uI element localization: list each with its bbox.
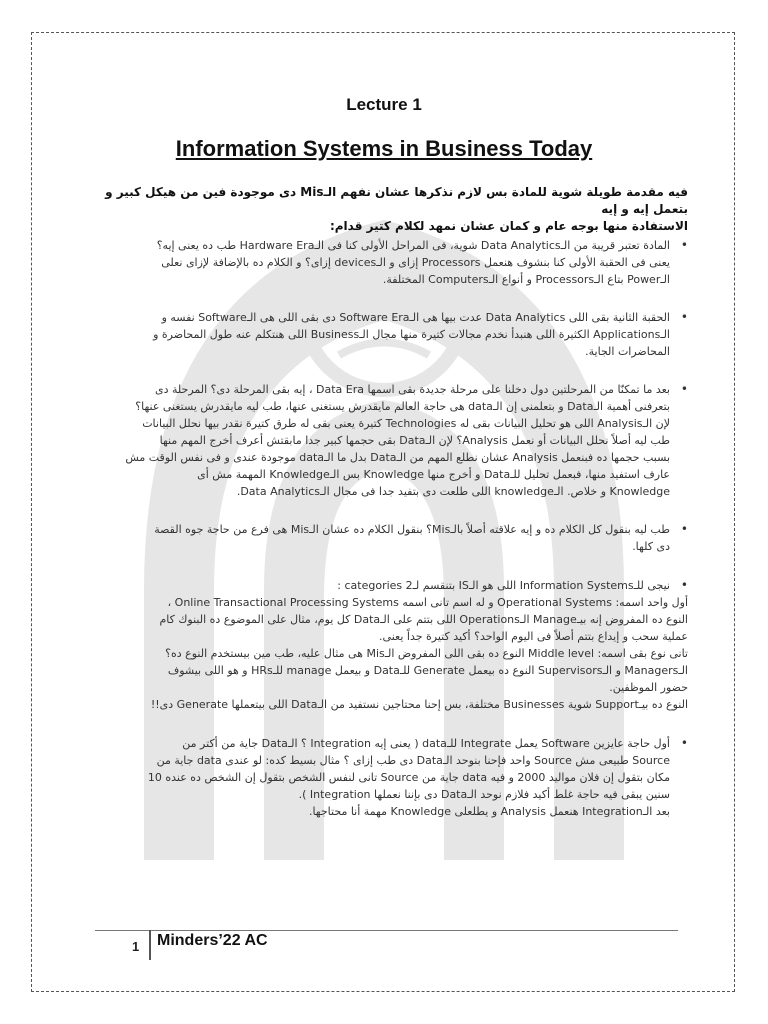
page-title: Information Systems in Business Today (175, 136, 593, 161)
intro-line: الاستفادة منها بوجه عام و كمان عشان نمهد لكلام كتير قدام: (329, 219, 688, 233)
text-line: عملية سحب و إيداع بتتم أصلاً فى اليوم الواحد؟ أكيد كتيرة جداً يعنى. (379, 630, 688, 643)
list-item (95, 237, 688, 288)
text-line: يعنى فى الحقبة الأولى كنا بنشوف هنعمل Processors إزاى و الـdevices إزاى؟ و الكلام ده بالإضافة لإزاى نعلى (161, 256, 670, 269)
text-line: الـManagers و الـSupervisors النوع ده بيعمل Generate للـData و بيعمل manage للـHRs و هو اللى بيشوف (167, 664, 688, 677)
footer-rule (95, 930, 678, 931)
text-line: دى كلها. (632, 540, 670, 553)
text-line: أول حاجة عايزين Software يعمل Integrate للـdata ( يعنى إيه Integration ؟ الـData جاية من أكتر من (182, 737, 670, 750)
bullet-dot-icon: • (680, 736, 688, 750)
text-line: لإن الـAnalysis اللى هو تحليل البيانات بقى له Technologies كتيرة يعنى بقى له طرق كتيرة نقدر بيها نحلل البيانات (142, 417, 670, 430)
text-line: النوع ده بيـSupport شوية Businesses مختلفة، بس إحنا محتاجين نستفيد من الـData اللى بيتعملها Generate دى!! (150, 698, 688, 711)
text-line: بتعرفنى أهمية الـData و بتعلمنى إن الـdata هى حاجة العالم مايقدرش يستغنى عنها، طب ليه مايقدرش يستغنى عنها؟ (135, 400, 670, 413)
list-item (95, 577, 688, 713)
text-line: حضور الموظفين. (609, 681, 688, 694)
text-line: طب ليه أصلاً نحلل البيانات أو نعمل Analysis؟ لإن الـData بقى حجمها كبير جدا مابقتش أعرف أخرج المهم منها (159, 434, 670, 447)
intro-line: فيه مقدمة طويلة شوية للمادة بس لازم نذكرها عشان نفهم الـMis دى موجودة فين من هيكل كبير و بتعمل إيه و إيه (105, 185, 688, 216)
text-line: مكان بتقول إن فلان مواليد 2000 و فيه data جاية من Source تانى لنفس الشخص بتقول إن الشخص ده عنده 10 (147, 771, 670, 784)
intro-paragraph (100, 184, 688, 235)
bullet-list (95, 237, 688, 820)
text-line: طب ليه بنقول كل الكلام ده و إيه علاقته أصلاً بالـMis؟ بنقول الكلام ده عشان الـMis هى فرع من حاجة جوه القصة (154, 523, 670, 536)
text-line: النوع ده المفروض إنه بيـManage الـOperations اللى بتتم على الـData كل يوم، مثال على الموضوع ده البنوك كام (159, 613, 688, 626)
text-line: Knowledge و خلاص. الـknowledge اللى طلعت دى بتفيد جدا فى مجال الـData Analytics. (236, 485, 670, 498)
text-line: المحاضرات الجاية. (585, 345, 670, 358)
footer-title: Minders’22 AC (157, 932, 268, 949)
footer-divider (149, 930, 151, 960)
bullet-dot-icon: • (680, 522, 688, 536)
list-item (95, 309, 688, 360)
list-item (95, 735, 688, 820)
text-line: بسبب حجمها ده فبنعمل Analysis عشان نطلع المهم من الـData بدل ما الـdata موجودة عندى و فى نفس الوقت مش (125, 451, 670, 464)
text-line: تانى نوع بقى اسمه: Middle level النوع ده بقى اللى المفروض الـMis هى مثال عليه، طب مين بيستخدم النوع ده؟ (165, 647, 688, 660)
bullet-dot-icon: • (680, 238, 688, 252)
text-line: بعد الـIntegration هنعمل Analysis و يطلعلى Knowledge مهمة أنا محتاجها. (308, 805, 670, 818)
bullet-dot-icon: • (680, 578, 688, 592)
text-line: سنين يبقى فيه حاجة غلط أكيد فلازم نوحد الـData دى بإننا نعملها Integration ). (298, 788, 670, 801)
text-line: بعد ما تمكنّا من المرحلتين دول دخلنا على مرحلة جديدة بقى اسمها Data Era ، إيه بقى المرحلة دى؟ المرحلة دى (154, 383, 670, 396)
text-line: الـPower بتاع الـProcessors و أنواع الـComputers المختلفة. (382, 273, 670, 286)
page-number: 1 (132, 939, 140, 954)
list-item (95, 521, 688, 555)
text-line: Source طبيعى مش Source واحد فإحنا بنوحد الـData دى طب إزاى ؟ مثال بسيط كده: لو عندى data جاية من (156, 754, 670, 767)
text-line: الـApplications الكثيرة اللى هنبدأ نخدم مجالات كتيرة منها مجال الـBusiness اللى هنتكلم عنه طول المحاضرة و (153, 328, 670, 341)
lecture-label: Lecture 1 (346, 95, 422, 114)
list-item (95, 381, 688, 500)
text-line: نيجى للـInformation Systems اللى هو الـIS بتنقسم لـ2 categories : (337, 579, 670, 592)
bullet-dot-icon: • (680, 310, 688, 324)
bullet-dot-icon: • (680, 382, 688, 396)
text-line: أول واحد اسمه: Operational Systems و له اسم تانى اسمه Online Transactional Processing Systems ، (167, 596, 688, 609)
text-line: عارف استفيد منها، فبعمل تحليل للـData و أخرج منها Knowledge بس الـKnowledge المهمة مش أى (197, 468, 670, 481)
text-line: المادة تعتبر قريبة من الـData Analytics شوية، فى المراحل الأولى كنا فى الـHardware Era طب ده يعنى إيه؟ (156, 239, 670, 252)
text-line: الحقبة الثانية بقى اللى Data Analytics عدت بيها هى الـSoftware Era دى بقى اللى هى الـSoftware نفسه و (161, 311, 670, 324)
